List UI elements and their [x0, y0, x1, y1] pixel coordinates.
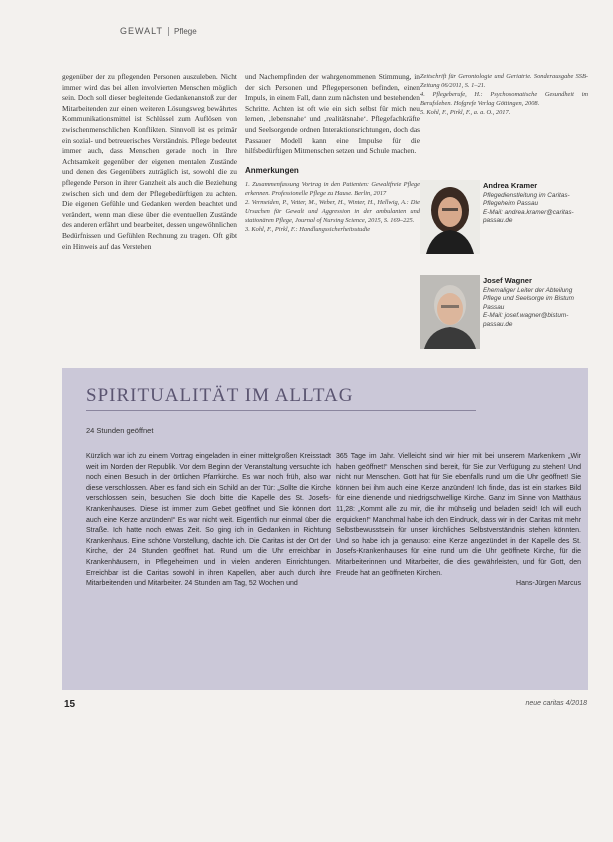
author-name: Josef Wagner: [483, 276, 532, 285]
author-contact: E-Mail: josef.wagner@bistum-passau.de: [483, 312, 569, 328]
article-text: gegenüber der zu pflegenden Personen auszuleben. Nicht immer wird das bei allen involvierten Menschen möglich sein. Doch soll dieser begleitende Gedankenanstoß zur der Mitarbeitenden zur einen weiteren Lösungsweg bewährtes Kommunikationsmittel ist Schlüssel zum Auflösen von zwischenmenschlichen Konflikten. Sinnvoll ist es primär ein sozial- und betreuerisches Verständnis. Pflege bedeutet immer auch, dass Menschen gerade noch in Ihre Achtsamkeit gegenüber der eigenen mentalen Zustände und denen des Gegenübers zuträglich ist, sowohl die zu pflegende Person in ihrer Ganzheit als auch die Beziehung zwischen sich und dem der Pflegebedürftigen zu achten. Die eigenen Gefühle und Gedanken werden beachtet und verändert, wenn man diese über die eventuellen Zustände des anderen erfährt und bearbeitet, dessen ungewöhnlichen Bedürfnissen und Gefühlen Rechnung zu tragen. Oft gibt ein Hinweis auf das Verstehen: [62, 72, 237, 251]
reference-item: 2. Vermeiden, P., Vetter, M., Weber, H., Winter, H., Hellwig, A.: Die Ursachen für Gewalt und Aggression in der ambulanten und stationären Pflege, Journal of Nursing Science, 2015, S. 169–225.: [245, 199, 420, 225]
reference-item: 3. Kohl, F., Pirkl, F.: Handlungssicherheitsstudie: [245, 226, 371, 234]
author-photo-man: [420, 275, 480, 349]
article-column-3: [420, 72, 588, 117]
subsection-label: Pflege: [174, 27, 197, 36]
header-divider: [168, 27, 169, 36]
reference-item: 1. Zusammenfassung Vortrag in den Patienten: Gewaltfreie Pflege erkennen. Professionelle Pflege zu Hause. Berlin, 2017: [245, 181, 420, 198]
reference-item: 4. Pflegeberufe, H.: Psychosomatische Gesundheit im Berufsleben. Hofgrefe Verlag Göttingen, 2008.: [420, 91, 588, 107]
spirituality-box: [62, 368, 588, 690]
page-number: 15: [64, 699, 76, 710]
article-column-2: [245, 72, 420, 234]
box-column-1: [86, 452, 331, 590]
box-title: SPIRITUALITÄT IM ALLTAG: [86, 385, 354, 406]
section-label: GEWALT: [120, 26, 164, 36]
article-text: und Nachempfinden der wahrgenommenen Stimmung, in der sich Personen und Pflegepersonen befinden, einen Impuls, in einem Fall, dann zum nächsten und bestehenden Schritte. Achten ist oft wie ein sich selbst für mich neu lernen, ‚lebensnahe‘ und ‚realitätsnahe‘. Pflegefachkräfte und Seelsorgende ordnen Interaktionsrichtungen, doch das Passauer Modell kann eine Impulse für die hilfsbedürftigen Mitmenschen setzen und Schule machen.: [245, 72, 420, 156]
author-name: Andrea Kramer: [483, 181, 538, 190]
notes-heading: Anmerkungen: [245, 165, 299, 175]
article-column-1: [62, 72, 237, 252]
reference-item: 5. Kohl, F., Pirkl, F., a. a. O., 2017.: [420, 109, 511, 116]
reference-item: Zeitschrift für Gerontologie und Geriatrie. Sonderausgabe SSB-Zeitung 06/2011, S. 1–21.: [420, 73, 588, 89]
author-description: Ehemaliger Leiter der Abteilung Pflege und Seelsorge im Bistum Passau: [483, 286, 574, 311]
box-divider: [86, 410, 476, 411]
publication-name: neue caritas 4/2018: [525, 700, 587, 707]
box-subtitle: 24 Stunden geöffnet: [86, 426, 154, 435]
author-contact: E-Mail: andrea.kramer@caritas-passau.de: [483, 208, 574, 224]
author-photo-woman: [420, 180, 480, 254]
running-header: [120, 26, 197, 36]
box-signature: Hans-Jürgen Marcus: [516, 580, 581, 588]
author-description: Pflegedienstleitung im Caritas-Pflegeheim Passau: [483, 191, 570, 207]
box-text: 365 Tage im Jahr. Vielleicht sind wir hier mit bei unserem Markenkern „Wir haben geöffnet!“ Menschen sind bereit, für Sie zur Verfügung zu stehen! Und nicht nur Menschen. Gott hat für Sie ebenfalls rund um die Uhr geöffnet! Sie können bei ihm auch eine Kerze anzünden! Ich finde, das ist ein starkes Bild für eine dienende und niedrigschwellige Kirche. Ganz im Sinne von Matthäus 11,28: „Kommt alle zu mir, die ihr mühselig und beladen seid! Ich will euch erquicken!“ Manchmal habe ich den Eindruck, dass wir in der Caritas mit mehr Selbstbewusstsein für unser kirchliches Selbstverständnis stehen könnten. Und so habe ich ja genauso: eine Kerze angezündet in der Kapelle des St. Josefs-Krankenhauses für eine rund um die Uhr geöffnete Kirche, für die Mitarbeiterinnen und Mitarbeiter, die dies gewährleisten, und für Gott, den Freude hat an geöffneten Kirchen.: [336, 453, 581, 577]
author-bio: [483, 182, 588, 226]
box-column-2: [336, 452, 581, 590]
author-bio: [483, 277, 588, 329]
box-text: Kürzlich war ich zu einem Vortrag eingeladen in einer mittelgroßen Kreisstadt weit im Norden der Republik. Vor dem Beginn der Veranstaltung versuchte ich noch einen Besuch in der örtlichen Pfarrkirche. Es war noch früh, also war diese verschlossen. Aber es fand sich ein Schild an der Tür: „Sollte die Kirche verschlossen sein, besuchen Sie doch bitte die Kapelle des St. Josefs-Krankenhauses. Diese ist immer zum Gebet geöffnet und Sie können dort auch eine Kerze anzünden!“ Es war nicht weit. Eigentlich nur einmal über die Straße. Ich hatte noch etwas Zeit. So ging ich in Gedanken in Richtung Krankenhaus. Eine schöne Vorstellung, dachte ich. Die Caritas ist der Ort der Kirche, der 24 Stunden geöffnet hat. Rund um die Uhr erreichbar in Krankenhäusern, in Pflegeheimen und in vielen anderen Einrichtungen. Erreichbar ist die Caritas sowohl in ihren Kapellen, aber auch durch ihre Mitarbeitenden und Mitarbeiter. 24 Stunden am Tag, 52 Wochen und: [86, 453, 331, 588]
